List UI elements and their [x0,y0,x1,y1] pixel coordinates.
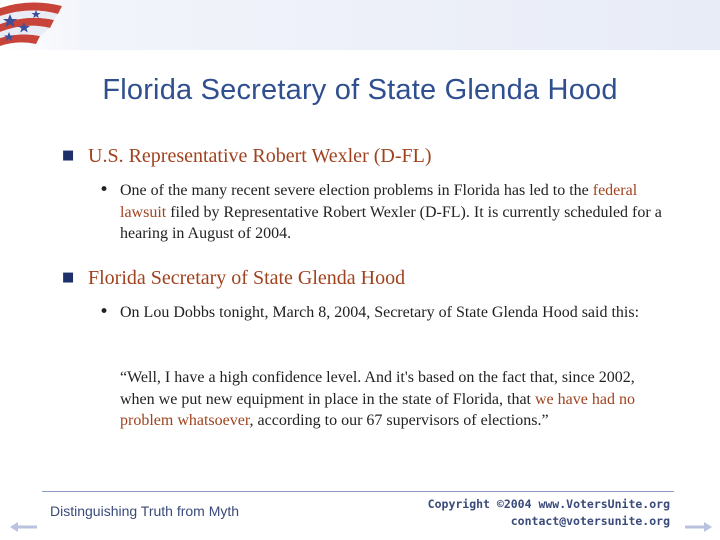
body-text: One of the many recent severe election problems in Florida has led to the [120,182,593,199]
sub-bullet-2: • [99,302,110,322]
footer-tagline: Distinguishing Truth from Myth [50,503,240,519]
footer-contact: contact@votersunite.org [510,514,670,528]
section-body-1 [120,180,680,245]
body-text: filed by Representative Robert Wexler (D-FL). It is currently scheduled for a hearing in August of 2004. [120,203,662,242]
quote-text: “Well, I have a high confidence level. And it's based on the fact that, since 2002, when we put new equipment in place in the state of Florida, that [120,369,635,408]
footer-credits [428,496,670,530]
section-heading-1: U.S. Representative Robert Wexler (D-FL) [88,145,432,167]
section-bullet-1: ■ [62,148,75,163]
quote-text: , according to our 67 supervisors of elections.” [249,412,549,429]
section-heading-2: Florida Secretary of State Glenda Hood [88,267,406,289]
header-band [0,0,720,50]
footer-divider [42,491,674,492]
arrow-right-icon[interactable] [684,521,712,533]
arrow-left-icon[interactable] [10,521,38,533]
federal-lawsuit-highlight: federal lawsuit [120,182,638,221]
footer-copyright: Copyright ©2004 www.VotersUnite.org [427,497,670,511]
sub-bullet-1: • [99,180,110,200]
section-body-2: On Lou Dobbs tonight, March 8, 2004, Secretary of State Glenda Hood said this: [120,304,640,321]
flag-stars-logo-icon [0,0,80,50]
section-bullet-2: ■ [62,270,75,285]
slide-title: Florida Secretary of State Glenda Hood [102,74,618,106]
quote-block [120,367,650,432]
no-problem-highlight: we have had no problem whatsoever [120,390,635,429]
